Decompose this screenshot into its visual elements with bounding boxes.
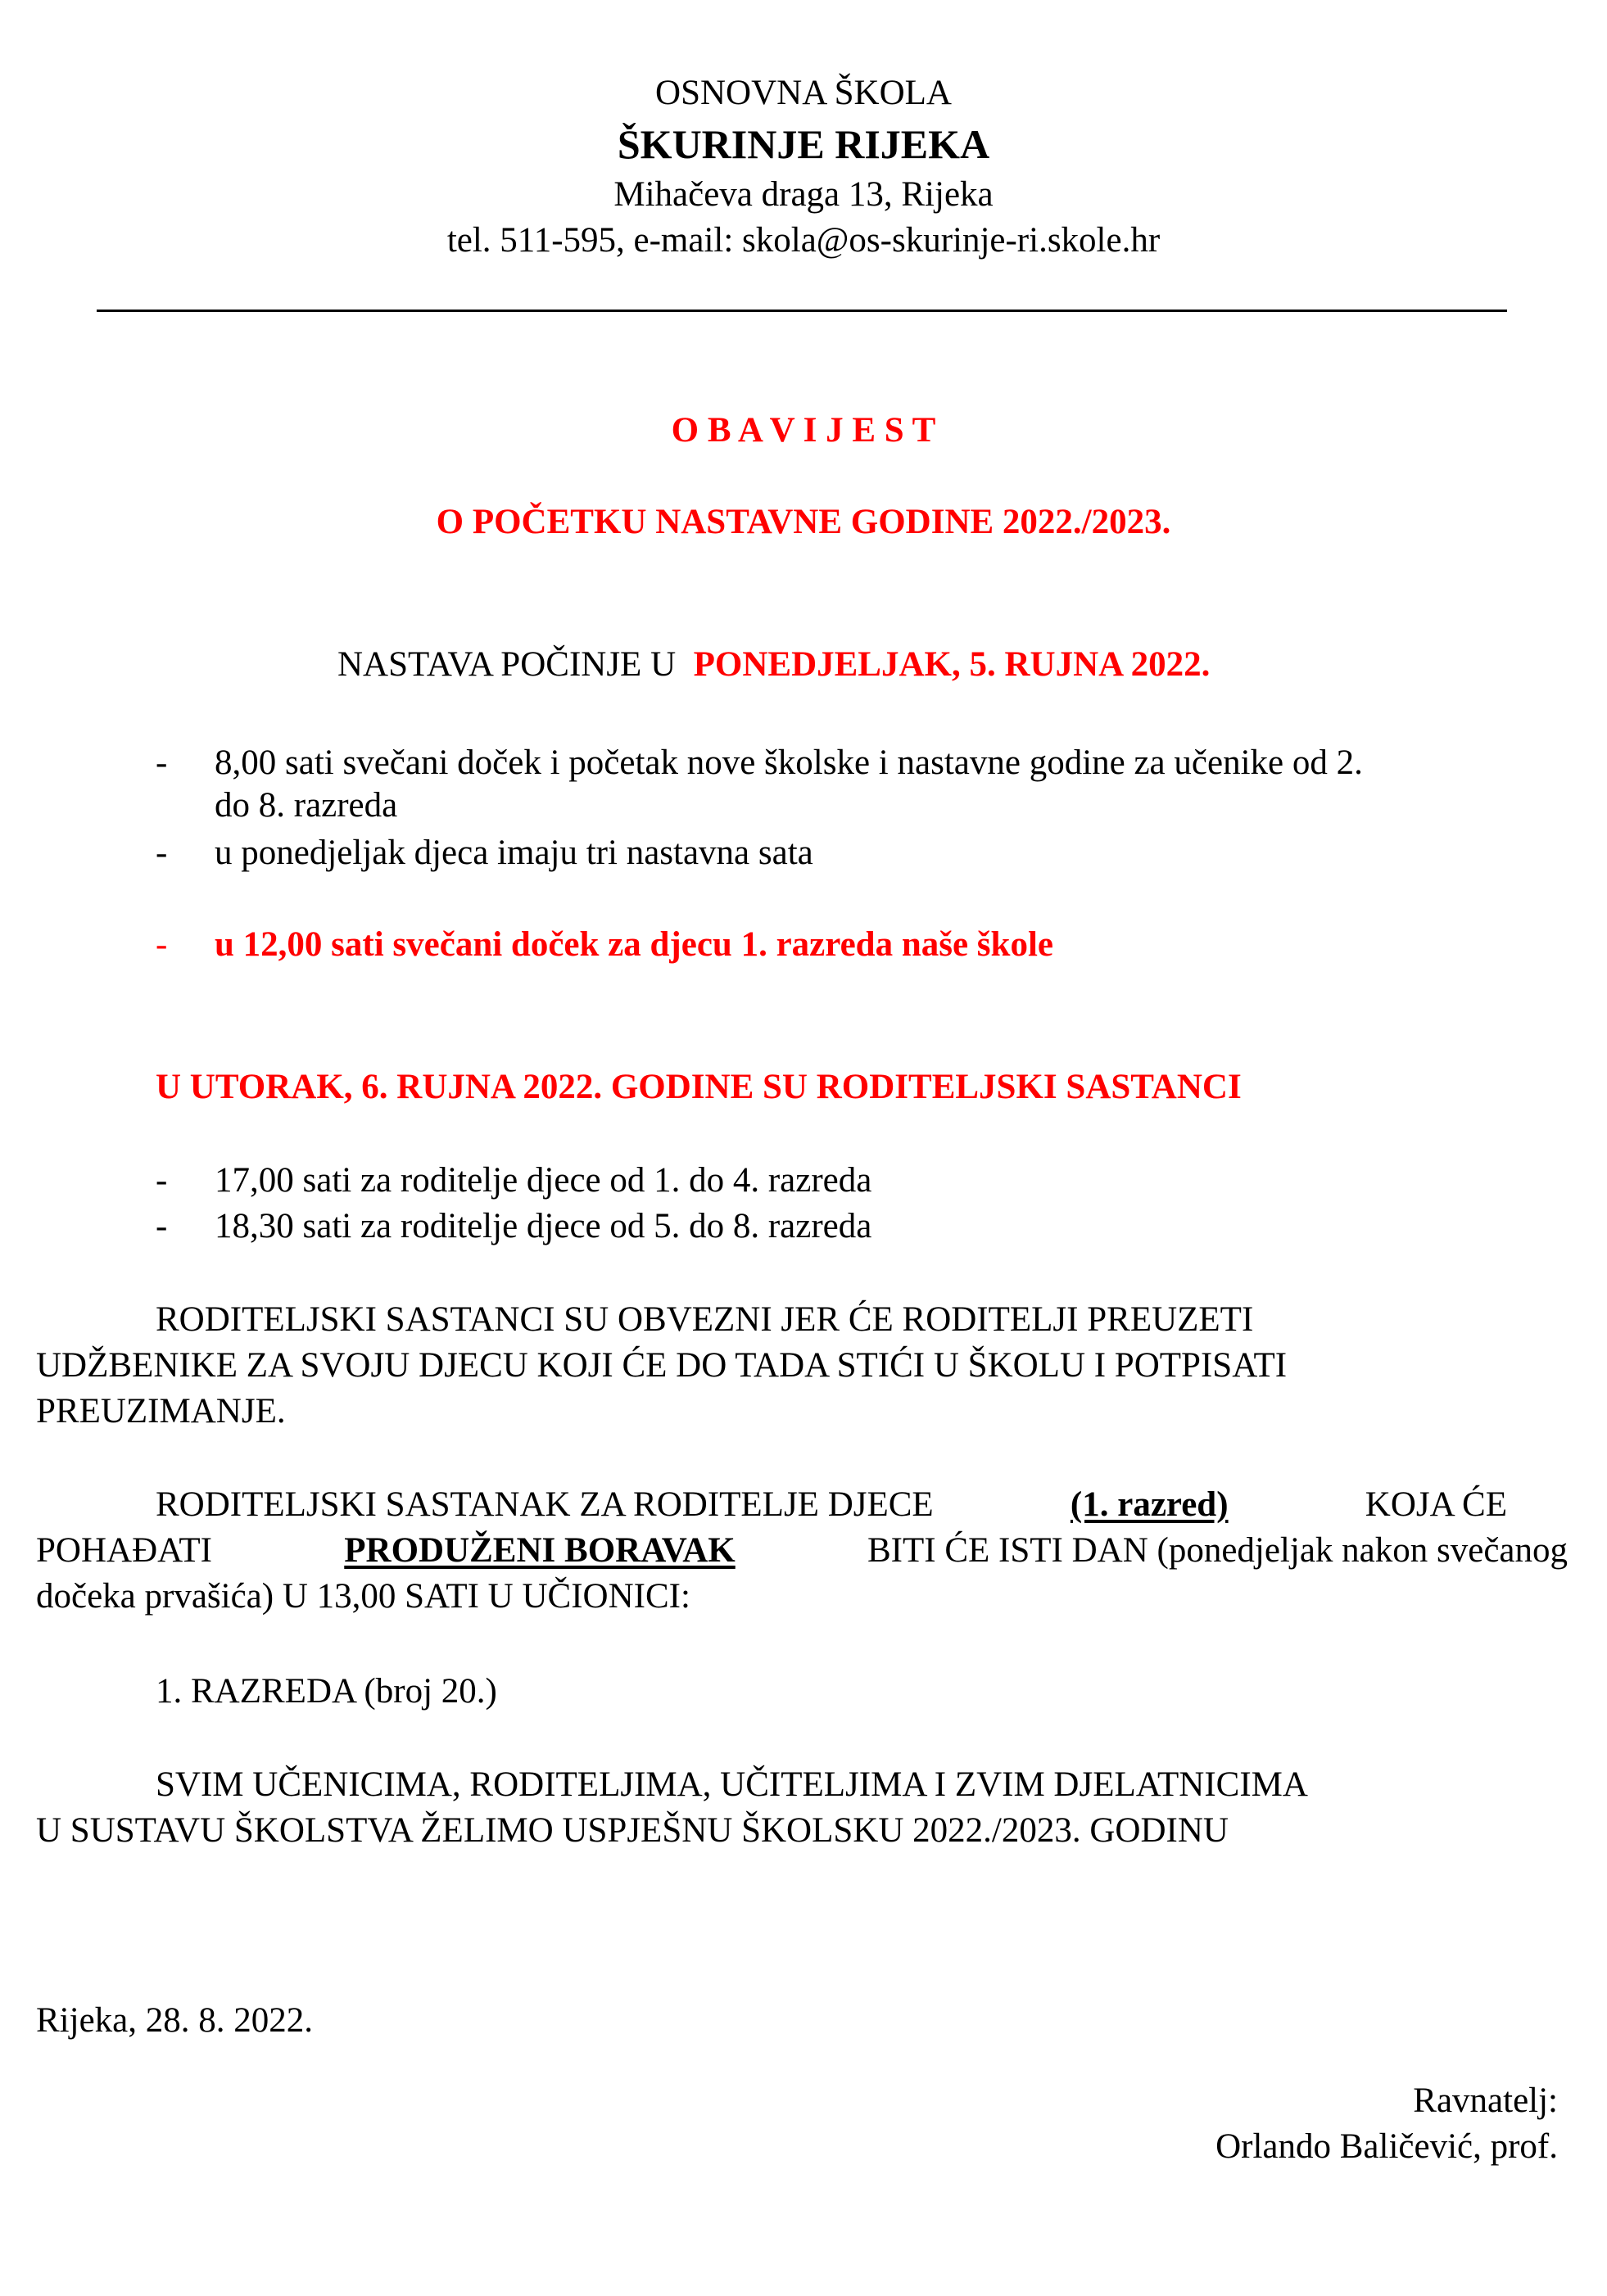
list-item: 17,00 sati za roditelje djece od 1. do 4. razreda: [215, 1161, 872, 1200]
header-divider: [97, 310, 1507, 312]
paragraph-text: POHAĐATI: [36, 1531, 212, 1570]
signatory-name: Orlando Baličević, prof.: [1215, 2127, 1558, 2166]
paragraph-line: UDŽBENIKE ZA SVOJU DJECU KOJI ĆE DO TADA STIĆI U ŠKOLU I POTPISATI: [36, 1346, 1288, 1385]
wishes-line: SVIM UČENICIMA, RODITELJIMA, UČITELJIMA I ZVIM DJELATNICIMA: [156, 1765, 1308, 1804]
school-type: OSNOVNA ŠKOLA: [655, 74, 952, 112]
start-date: PONEDJELJAK, 5. RUJNA 2022.: [693, 645, 1211, 684]
paragraph-text: RODITELJSKI SASTANAK ZA RODITELJE DJECE: [156, 1485, 934, 1524]
notice-heading: O B A V I J E S T: [671, 411, 936, 450]
start-line: [337, 644, 1210, 686]
list-item: 8,00 sati svečani doček i početak nove školske i nastavne godine za učenike od 2.: [215, 743, 1363, 782]
wishes-line: U SUSTAVU ŠKOLSTVA ŽELIMO USPJEŠNU ŠKOLSKU 2022./2023. GODINU: [36, 1811, 1229, 1850]
extended-stay-emphasis: PRODUŽENI BORAVAK: [344, 1531, 736, 1570]
paragraph-line: dočeka prvašića) U 13,00 SATI U UČIONICI:: [36, 1577, 690, 1616]
list-item-highlight: u 12,00 sati svečani doček za djecu 1. razreda naše škole: [215, 925, 1053, 964]
list-dash: -: [156, 1207, 168, 1245]
school-address: Mihačeva draga 13, Rijeka: [613, 175, 994, 214]
paragraph-line: RODITELJSKI SASTANCI SU OBVEZNI JER ĆE RODITELJI PREUZETI: [156, 1300, 1254, 1339]
list-item-continuation: do 8. razreda: [215, 786, 398, 825]
paragraph-line: [36, 1530, 1568, 1572]
paragraph-line: [156, 1484, 1507, 1526]
classroom-info: 1. RAZREDA (broj 20.): [156, 1672, 497, 1711]
list-dash: -: [156, 743, 168, 782]
school-name: ŠKURINJE RIJEKA: [617, 121, 990, 167]
list-dash: -: [156, 834, 168, 872]
grade-emphasis: (1. razred): [1070, 1485, 1229, 1524]
start-lead: NASTAVA POČINJE U: [337, 645, 677, 684]
place-date: Rijeka, 28. 8. 2022.: [36, 2001, 313, 2040]
notice-subheading: O POČETKU NASTAVNE GODINE 2022./2023.: [436, 503, 1171, 541]
list-item: 18,30 sati za roditelje djece od 5. do 8. razreda: [215, 1207, 872, 1245]
school-contact: tel. 511-595, e-mail: skola@os-skurinje-ri.skole.hr: [446, 221, 1161, 260]
paragraph-line: PREUZIMANJE.: [36, 1392, 286, 1430]
paragraph-text: BITI ĆE ISTI DAN (ponedjeljak nakon svečanog: [867, 1531, 1568, 1570]
meetings-heading: U UTORAK, 6. RUJNA 2022. GODINE SU RODITELJSKI SASTANCI: [156, 1068, 1242, 1106]
list-dash: -: [156, 1161, 168, 1200]
signatory-role: Ravnatelj:: [1413, 2081, 1558, 2120]
list-item: u ponedjeljak djeca imaju tri nastavna sata: [215, 834, 813, 872]
list-dash: -: [156, 925, 168, 964]
paragraph-text: KOJA ĆE: [1365, 1485, 1507, 1524]
